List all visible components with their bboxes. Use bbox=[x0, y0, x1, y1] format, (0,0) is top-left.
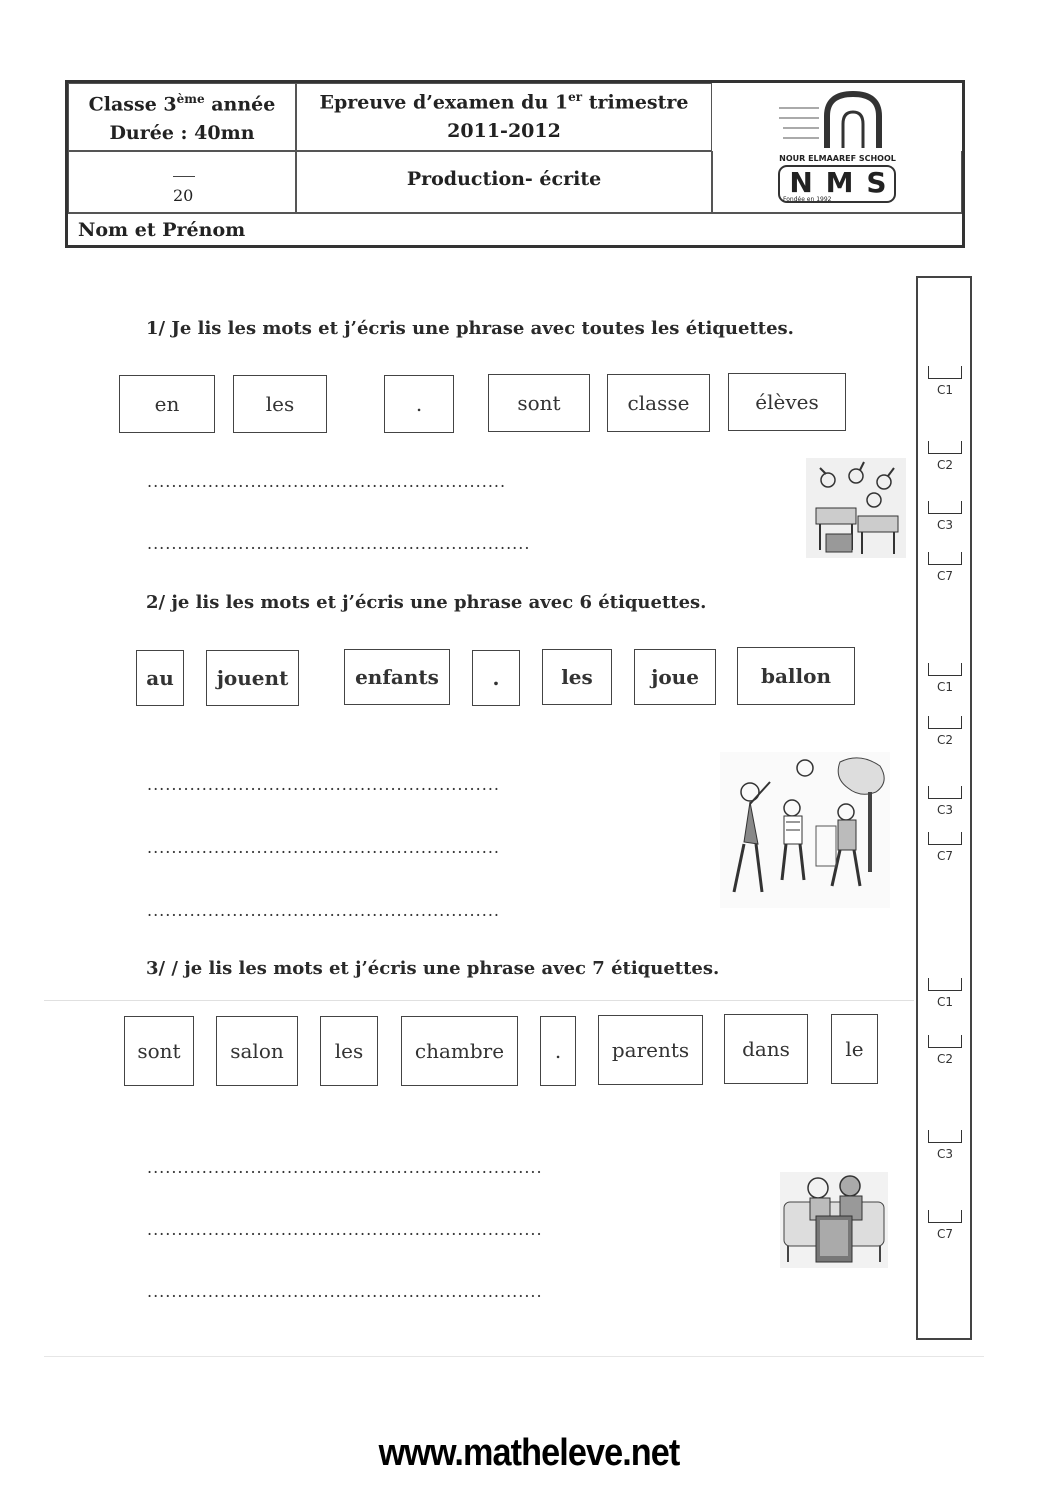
living-room-illustration bbox=[780, 1172, 888, 1268]
criterion-box[interactable]: C7 bbox=[925, 832, 965, 863]
criterion-box[interactable]: C2 bbox=[925, 1035, 965, 1066]
criterion-box[interactable]: C3 bbox=[925, 786, 965, 817]
exam-title-cell bbox=[296, 83, 712, 151]
exercise-3-prompt: 3/ / je lis les mots et j’écris une phrase avec 7 étiquettes. bbox=[146, 958, 720, 979]
word-tile: . bbox=[472, 650, 520, 706]
school-initials bbox=[783, 166, 893, 199]
school-name: NOUR ELMAAREF SCHOOL bbox=[779, 154, 896, 163]
checkbox-mark bbox=[928, 366, 962, 379]
word-tile: ballon bbox=[737, 647, 855, 705]
checkbox-mark bbox=[928, 716, 962, 729]
word-tile: enfants bbox=[344, 649, 450, 705]
school-year: 2011-2012 bbox=[447, 120, 561, 142]
separator bbox=[44, 1356, 984, 1357]
criterion-box[interactable]: C7 bbox=[925, 1210, 965, 1241]
criterion-box[interactable]: C7 bbox=[925, 552, 965, 583]
criterion-box[interactable]: C3 bbox=[925, 501, 965, 532]
word-tile: . bbox=[540, 1016, 576, 1086]
score-line bbox=[173, 176, 195, 177]
exercise-2-prompt: 2/ je lis les mots et j’écris une phrase avec 6 étiquettes. bbox=[146, 592, 707, 613]
answer-line[interactable]: .......................................................... bbox=[147, 775, 500, 794]
checkbox-mark bbox=[928, 832, 962, 845]
word-tile: les bbox=[542, 649, 612, 705]
word-tile: élèves bbox=[728, 373, 846, 431]
checkbox-mark bbox=[928, 441, 962, 454]
checkbox-mark bbox=[928, 663, 962, 676]
word-tile: jouent bbox=[206, 650, 299, 706]
answer-line[interactable]: ................................................................. bbox=[147, 1220, 543, 1239]
word-tile: . bbox=[384, 375, 454, 433]
word-tile: sont bbox=[124, 1016, 194, 1086]
checkbox-mark bbox=[928, 552, 962, 565]
initial-n: N bbox=[789, 166, 813, 199]
checkbox-mark bbox=[928, 786, 962, 799]
checkbox-mark bbox=[928, 1130, 962, 1143]
checkbox-mark bbox=[928, 978, 962, 991]
answer-line[interactable]: ........................................................... bbox=[147, 472, 507, 491]
criterion-box[interactable]: C2 bbox=[925, 441, 965, 472]
answer-line[interactable]: ................................................................. bbox=[147, 1158, 543, 1177]
criterion-box[interactable]: C1 bbox=[925, 663, 965, 694]
separator bbox=[44, 1000, 914, 1001]
criterion-box[interactable]: C1 bbox=[925, 978, 965, 1009]
word-tile: joue bbox=[634, 649, 716, 705]
footer-url[interactable]: www.matheleve.net bbox=[378, 1432, 680, 1474]
word-tile: parents bbox=[598, 1015, 703, 1085]
subject-label: Production- écrite bbox=[406, 168, 602, 190]
score-denominator: 20 bbox=[173, 186, 194, 205]
duration-label: Durée : 40mn bbox=[109, 122, 255, 144]
word-tile: salon bbox=[216, 1016, 298, 1086]
answer-line[interactable]: .......................................................... bbox=[147, 901, 500, 920]
word-tile: chambre bbox=[401, 1016, 518, 1086]
word-tile: les bbox=[233, 375, 327, 433]
exam-title: Epreuve d’examen du 1er trimestre bbox=[319, 90, 689, 114]
checkbox-mark bbox=[928, 1210, 962, 1223]
founded-label: Fondée en 1992 bbox=[783, 196, 832, 203]
word-tile: sont bbox=[488, 374, 590, 432]
answer-line[interactable]: ................................................................. bbox=[147, 1282, 543, 1301]
checkbox-mark bbox=[928, 501, 962, 514]
name-label: Nom et Prénom bbox=[78, 219, 246, 241]
word-tile: en bbox=[119, 375, 215, 433]
criterion-box[interactable]: C1 bbox=[925, 366, 965, 397]
checkbox-mark bbox=[928, 1035, 962, 1048]
ball-game-illustration bbox=[720, 752, 890, 908]
word-tile: au bbox=[136, 650, 184, 706]
class-cell bbox=[68, 83, 296, 151]
divider bbox=[68, 213, 962, 214]
classroom-illustration bbox=[806, 458, 906, 558]
school-logo bbox=[775, 88, 900, 208]
initial-s: S bbox=[866, 166, 887, 199]
word-tile: classe bbox=[607, 374, 710, 432]
subject-cell bbox=[296, 151, 712, 213]
exercise-1-prompt: 1/ Je lis les mots et j’écris une phrase avec toutes les étiquettes. bbox=[146, 318, 794, 339]
criterion-box[interactable]: C3 bbox=[925, 1130, 965, 1161]
criterion-box[interactable]: C2 bbox=[925, 716, 965, 747]
word-tile: les bbox=[320, 1016, 378, 1086]
initial-m: M bbox=[825, 166, 854, 199]
word-tile: le bbox=[831, 1014, 878, 1084]
word-tile: dans bbox=[724, 1014, 808, 1084]
answer-line[interactable]: ............................................................... bbox=[147, 534, 531, 553]
class-label: Classe 3ème année bbox=[88, 92, 276, 116]
answer-line[interactable]: .......................................................... bbox=[147, 838, 500, 857]
score-cell bbox=[68, 151, 296, 213]
